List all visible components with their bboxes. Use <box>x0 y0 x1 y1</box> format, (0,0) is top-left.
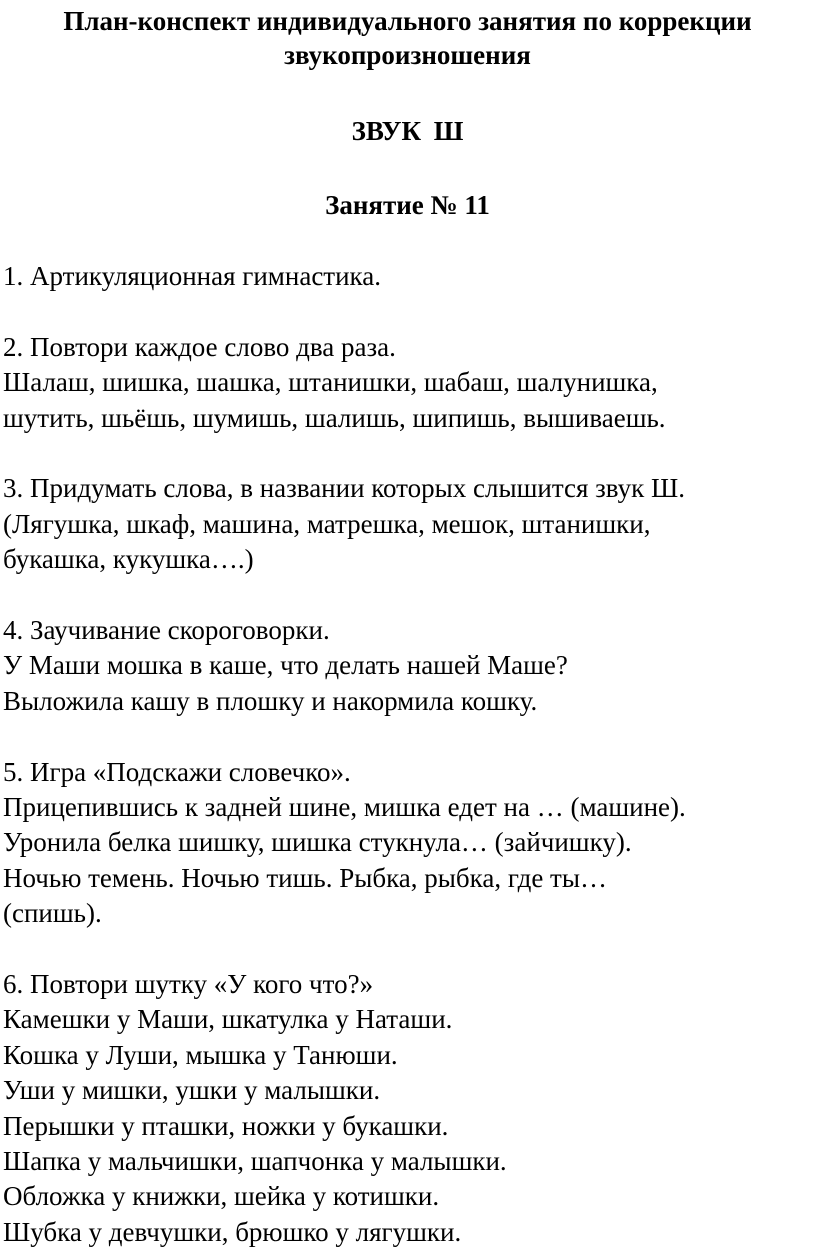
section-articulation <box>3 259 812 294</box>
section-heading: 5. Игра «Подскажи словечко». <box>3 756 351 787</box>
text-line: Перышки у пташки, ножки у букашки. <box>3 1110 449 1141</box>
section-heading: 4. Заучивание скороговорки. <box>3 615 330 646</box>
section-heading: 2. Повтори каждое слово два раза. <box>3 331 396 362</box>
lesson-body <box>3 259 812 1250</box>
text-line: Шапка у мальчишки, шапчонка у малышки. <box>3 1146 507 1177</box>
text-line: Камешки у Маши, шкатулка у Наташи. <box>3 1004 453 1035</box>
section-heading: 6. Повтори шутку «У кого что?» <box>3 969 374 1000</box>
text-line: (спишь). <box>3 898 102 929</box>
document-title <box>3 0 812 72</box>
text-line: Выложила кашу в плошку и накормила кошку. <box>3 685 538 716</box>
text-line: Уронила белка шишку, шишка стукнула… (зайчишку). <box>3 827 632 858</box>
text-line: (Лягушка, шкаф, машина, матрешка, мешок, штанишки, <box>3 508 651 539</box>
text-line: Кошка у Луши, мышка у Танюши. <box>3 1039 398 1070</box>
text-line: Шалаш, шишка, шашка, штанишки, шабаш, шалунишка, <box>3 367 658 398</box>
lesson-heading: Занятие № 11 <box>325 190 490 220</box>
section-word-game <box>3 755 812 932</box>
text-line: Прицепившись к задней шине, мишка едет на … (машине). <box>3 792 686 823</box>
text-line: шутить, шьёшь, шумишь, шалишь, шипишь, вышиваешь. <box>3 402 666 433</box>
text-line: У Маши мошка в каше, что делать нашей Маше? <box>3 650 568 681</box>
section-heading: 1. Артикуляционная гимнастика. <box>3 261 381 291</box>
section-heading: 3. Придумать слова, в названии которых слышится звук Ш. <box>3 473 685 504</box>
section-joke <box>3 967 812 1250</box>
section-repeat-words <box>3 330 812 436</box>
text-line: Уши у мишки, ушки у малышки. <box>3 1075 381 1106</box>
text-line: Ночью темень. Ночью тишь. Рыбка, рыбка, где ты… <box>3 862 607 893</box>
title-line: звукопроизношения <box>284 40 531 70</box>
text-line: букашка, кукушка….) <box>3 544 254 575</box>
section-invent-words <box>3 471 812 577</box>
sound-heading: ЗВУК Ш <box>351 116 464 146</box>
text-line: Обложка у книжки, шейка у котишки. <box>3 1181 440 1212</box>
section-tongue-twister <box>3 613 812 719</box>
text-line: Шубка у девчушки, брюшко у лягушки. <box>3 1216 462 1247</box>
title-line: План-конспект индивидуального занятия по коррекции <box>63 6 752 36</box>
